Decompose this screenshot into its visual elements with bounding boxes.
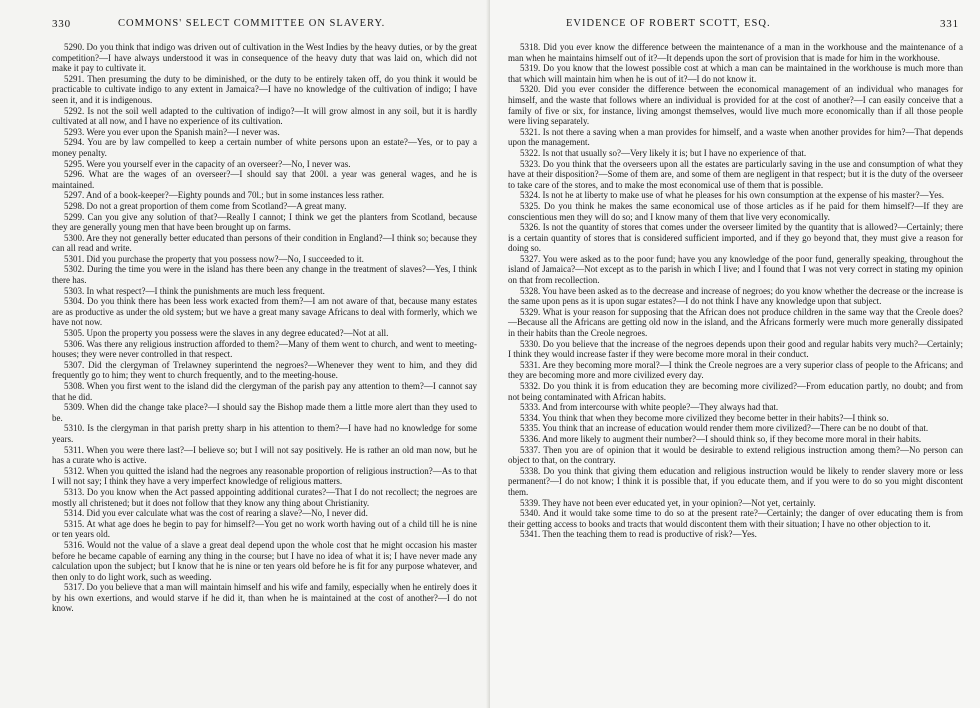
left-running-head	[52, 18, 477, 30]
evidence-paragraph: 5298. Do not a great proportion of them come from Scotland?—A great many.	[64, 200, 347, 211]
evidence-paragraph: 5331. Are they becoming more moral?—I think the Creole negroes are a very superior class of people to the Africans; and they are becoming more and more civilized every day.	[508, 359, 963, 381]
left-head-title: COMMONS' SELECT COMMITTEE ON SLAVERY.	[118, 18, 386, 29]
evidence-paragraph: 5309. When did the change take place?—I should say the Bishop made them a little more alert than they used to be.	[52, 402, 477, 423]
evidence-paragraph: 5294. You are by law compelled to keep a certain number of white persons upon an estate?—Yes, or to pay a money penalty.	[52, 137, 477, 158]
evidence-paragraph: 5326. Is not the quantity of stores that comes under the overseer limited by the quantity that is allowed?—Certainly; there is a certain quantity of stores that is considered sufficient imported, and if they go beyond that, they must give a reason for doing so.	[508, 222, 963, 254]
evidence-paragraph: 5316. Would not the value of a slave a great deal depend upon the whole cost that he might occasion his master before he became capable of earning any thing in the course; but I have no idea of what it is; I have never made any calculation upon the subject; but I know that he is nine or ten years old before he is fit for any purpose whatever, and then only to do light work, such as weeding.	[52, 539, 477, 582]
evidence-paragraph: 5317. Do you believe that a man will maintain himself and his wife and family, especially when he entirely does it by his own exertions, and would starve if he did it, than when he is maintained at the cost of another?—I do not know.	[52, 582, 477, 614]
evidence-paragraph: 5338. Do you think that giving them education and religious instruction would be likely to render slavery more or less permanent?—I do not know; I think it is possible that, if you educate them, and if you were to do so you might discontent them.	[508, 465, 963, 497]
evidence-paragraph: 5302. During the time you were in the island has there been any change in the treatment of slaves?—Yes, I think there has.	[52, 264, 477, 286]
evidence-paragraph: 5292. Is not the soil well adapted to the cultivation of indigo?—It will grow almost in any soil, but it is hardly cultivated at all now, and I have no experience of its cultivation.	[52, 105, 477, 127]
evidence-paragraph: 5334. You think that when they become more civilized they become better in their habits?—I think so.	[520, 412, 889, 423]
evidence-paragraph: 5341. Then the teaching them to read is productive of risk?—Yes.	[520, 529, 757, 540]
evidence-paragraph: 5312. When you quitted the island had the negroes any reasonable proportion of religious instruction?—As to that I will not say; I think they have a very imperfect knowledge of religious matters.	[52, 465, 477, 487]
right-page	[490, 0, 980, 708]
evidence-paragraph: 5301. Did you purchase the property that you possess now?—No, I succeeded to it.	[64, 253, 364, 264]
right-body-text	[508, 42, 963, 540]
left-body-text	[52, 42, 477, 614]
evidence-paragraph: 5306. Was there any religious instruction afforded to them?—Many of them went to church, and went to meeting-houses; they were never controlled in that respect.	[52, 338, 477, 360]
evidence-paragraph: 5311. When you were there last?—I believe so; but I will not say positively. He is rather an old man now, but he has a curate who is active.	[52, 444, 477, 466]
right-page-number: 331	[940, 18, 959, 30]
evidence-paragraph: 5291. Then presuming the duty to be diminished, or the duty to be entirely taken off, do you think it would be practicable to cultivate indigo to any extent in Jamaica?—I have no knowledge of the cultivation of indigo; I have seen it, and it is indigenous.	[52, 73, 477, 105]
evidence-paragraph: 5330. Do you believe that the increase of the negroes depends upon their good and regular habits very much?—Certainly; I think they would increase faster if they were become more moral in their conduct.	[508, 338, 963, 360]
evidence-paragraph: 5304. Do you think there has been less work exacted from them?—I am not aware of that, because many estates are as productive as under the old system; but we have a great many savage Africans to deal with formerly, which we have not now.	[52, 296, 477, 328]
evidence-paragraph: 5327. You were asked as to the poor fund; have you any knowledge of the poor fund, generally speaking, throughout the island of Jamaica?—Not except as to the parish in which I live; and I found that I was not very correct in stating my opinion on that from recollection.	[508, 253, 963, 286]
evidence-paragraph: 5313. Do you know when the Act passed appointing additional curates?—That I do not recollect; the negroes are mostly all christened; but it does not follow that they know any thing about Christianity.	[52, 486, 477, 508]
evidence-paragraph: 5339. They have not been ever educated yet, in your opinion?—Not yet, certainly.	[520, 497, 816, 508]
evidence-paragraph: 5335. You think that an increase of education would render them more civilized?—There can be no doubt of that.	[520, 423, 929, 434]
evidence-paragraph: 5310. Is the clergyman in that parish pretty sharp in his attention to them?—I have had no knowledge for some years.	[52, 423, 477, 444]
evidence-paragraph: 5337. Then you are of opinion that it would be desirable to extend religious instruction among them?—No person can object to that, on the contrary.	[508, 444, 963, 466]
evidence-paragraph: 5324. Is not he at liberty to make use of what he pleases for his own consumption at the expense of his master?—Yes.	[520, 190, 944, 201]
evidence-paragraph: 5315. At what age does he begin to pay for himself?—You get no work worth having out of a child till he is nine or ten years old.	[52, 518, 477, 540]
evidence-paragraph: 5305. Upon the property you possess were the slaves in any degree educated?—Not at all.	[64, 328, 389, 339]
evidence-paragraph: 5322. Is not that usually so?—Very likely it is; but I have no experience of that.	[520, 147, 807, 158]
evidence-paragraph: 5332. Do you think it is from education they are becoming more civilized?—From education partly, no doubt; and from not being contaminated with African habits.	[508, 381, 963, 402]
evidence-paragraph: 5293. Were you ever upon the Spanish main?—I never was.	[64, 126, 280, 137]
evidence-paragraph: 5329. What is your reason for supposing that the African does not produce children in the same way that the Creole does?—Because all the Africans are getting old now in the island, and the Africans formerly were much more generally dissipated in their habits than the Creole negroes.	[508, 306, 963, 339]
left-page-number: 330	[52, 18, 71, 30]
evidence-paragraph: 5323. Do you think that the overseers upon all the estates are particularly saving in the use and consumption of what they have at their disposition?—Some of them are, and some of them are negligent in that respect; but it is the duty of the overseer to take care of the stores, and to make the most economical use of them that is possible.	[508, 158, 963, 190]
evidence-paragraph: 5319. Do you know that the lowest possible cost at which a man can be maintained in the workhouse is much more than that which will maintain him when he is out of it?—I do not know it.	[508, 63, 963, 84]
evidence-paragraph: 5297. And of a book-keeper?—Eighty pounds and 70l.; but in some instances less rather.	[64, 190, 384, 201]
evidence-paragraph: 5303. In what respect?—I think the punishments are much less frequent.	[64, 285, 325, 296]
evidence-paragraph: 5318. Did you ever know the difference between the maintenance of a man in the workhouse and the maintenance of a man when he maintains himself out of it?—It depends upon the sort of provision that is made for him in the workhouse.	[508, 42, 963, 63]
evidence-paragraph: 5320. Did you ever consider the difference between the economical management of an individual who manages for himself, and the waste that follows where an individual is provided for at the cost of another?—I can easily conceive that a family of five or six, for instance, living amongst themselves, would live much more economically than if all those people were living separately.	[508, 84, 963, 127]
evidence-paragraph: 5325. Do you think he makes the same economical use of those articles as if he paid for them himself?—If they are conscientious men they will do so; and I know many of them that live very economically.	[508, 200, 963, 222]
evidence-paragraph: 5307. Did the clergyman of Trelawney superintend the negroes?—Whenever they went to him, and they did frequently go to him; they went to church frequently, and to the meeting-house.	[52, 359, 477, 381]
evidence-paragraph: 5295. Were you yourself ever in the capacity of an overseer?—No, I never was.	[64, 158, 351, 169]
evidence-paragraph: 5300. Are they not generally better educated than persons of their condition in England?—I think so; because they can all read and write.	[52, 232, 477, 254]
evidence-paragraph: 5336. And more likely to augment their number?—I should think so, if they become more moral in their habits.	[520, 433, 922, 444]
evidence-paragraph: 5296. What are the wages of an overseer?—I should say that 200l. a year was general wages, and he is maintained.	[52, 169, 477, 190]
evidence-paragraph: 5328. You have been asked as to the decrease and increase of negroes; do you know whether the decrease or the increase is the same upon pens as it is upon sugar estates?—I do not think I have any knowledge upon that subject.	[508, 285, 963, 307]
right-head-title: EVIDENCE OF ROBERT SCOTT, ESQ.	[566, 18, 771, 29]
evidence-paragraph: 5299. Can you give any solution of that?—Really I cannot; I think we get the planters from Scotland, because they are generally young men that have been brought up on farms.	[52, 211, 477, 233]
evidence-paragraph: 5333. And from intercourse with white people?—They always had that.	[520, 402, 779, 413]
evidence-paragraph: 5321. Is not there a saving when a man provides for himself, and a waste when another provides for him?—That depends upon the management.	[508, 126, 963, 148]
evidence-paragraph: 5290. Do you think that indigo was driven out of cultivation in the West Indies by the heavy duties, or by the great competition?—I have always understood it was in consequence of the heavy duty that was laid on, which did not make it pay to cultivate it.	[52, 42, 477, 74]
evidence-paragraph: 5308. When you first went to the island did the clergyman of the parish pay any attention to them?—I cannot say that he did.	[52, 381, 477, 402]
evidence-paragraph: 5314. Did you ever calculate what was the cost of rearing a slave?—No, I never did.	[64, 508, 368, 519]
evidence-paragraph: 5340. And it would take some time to do so at the present rate?—Certainly; the danger of over educating them is from their getting access to books and tracts that would discontent them with their situation; I have no other objection to it.	[508, 508, 963, 529]
